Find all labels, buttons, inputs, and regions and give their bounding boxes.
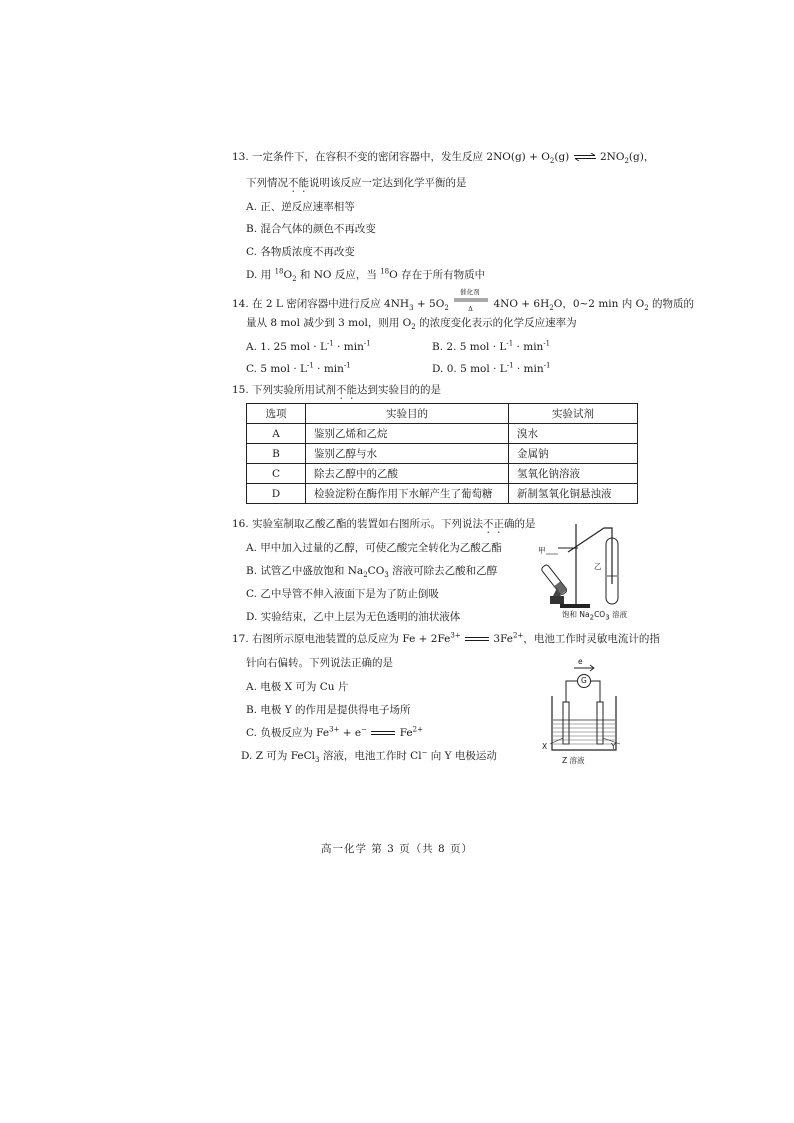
q17-d-sub: 3 [315,756,320,765]
q14-stem-b-sub: 2 [411,323,416,332]
q13-stem-b1: 下列情况 [246,177,288,189]
q14-products: 4NO + 6H [490,298,550,310]
q16-b-tail: 溶液可除去乙酸和乙醇 [388,565,498,577]
q17-c-sup2: 2+ [412,725,423,734]
q17-cell-figure [540,658,630,758]
q14-condition-arrow [454,288,488,313]
q14-stem-a: 14. 在 2 L 密闭容器中进行反应 4NH [232,298,410,310]
q14-b-min: · min [513,341,544,353]
q15-stem-emphasis: 不能 [336,384,358,396]
q16-caption-sub2: 3 [605,613,610,622]
q14-c-exp1: -1 [306,361,314,370]
q16-apparatus-figure [540,518,632,614]
table-row [247,424,638,444]
q16-caption-sub1: 2 [589,613,595,622]
q13-eq-left: 2NO(g) + O [486,151,550,163]
q13-stem-b2: 说明该反应一定达到化学平衡的是 [309,177,467,189]
q16-caption-tail: 溶液 [609,610,628,619]
equilibrium-arrow-icon [573,153,597,161]
q13-option-b: B. 混合气体的颜色不再改变 [246,223,376,235]
q17-c-sup-e: − [361,725,367,734]
q13-eq-right-sub: 2 [624,157,629,166]
table-cell: 鉴别乙烯和乙烷 [306,424,509,444]
q17-sup3: 3+ [450,631,461,640]
q14-heat-label: Δ [468,305,473,313]
q13-d-pre: D. 用 [246,269,275,281]
q17-c-mid: + e [339,727,362,739]
q14-tail-sub: 2 [644,304,649,313]
q13-d-sub: 2 [292,275,297,284]
q17-stem-line2: 针向右偏转。下列说法正确的是 [246,657,393,669]
table-row [247,444,638,464]
q16-figure-label-yi: 乙 [594,562,602,571]
q14-plus: + 5O [413,298,445,310]
q13-stem-line1 [232,150,654,164]
q17-figure-label-g: G [581,676,587,685]
q13-eq-left-tail: (g) [554,151,570,163]
table-header-cell: 实验目的 [306,404,509,424]
table-cell: 检验淀粉在酶作用下水解产生了葡萄糖 [306,484,509,504]
q13-d-sup: 18 [274,267,284,276]
q16-b-sub1: 2 [363,571,368,580]
q17-d-sup: − [421,748,428,757]
q14-option-a [246,340,371,354]
q15-stem2: 达到实验目的的是 [357,384,442,396]
table-header-cell: 实验试剂 [509,404,638,424]
q17-figure-label-y: Y [611,742,616,751]
q16-stem2: 确的是 [504,518,536,530]
q14-c-val: C. 5 mol · L [246,363,307,375]
q13-option-d [246,268,485,282]
q14-d-exp2: -1 [543,361,551,370]
q16-caption-pre: 饱和 Na [562,610,590,619]
q14-option-c [246,362,351,376]
q14-c-exp2: -1 [343,361,351,370]
q13-stem-text: 13. 一定条件下，在容积不变的密闭容器中，发生反应 [232,151,484,163]
table-row [247,484,638,504]
table-cell: A [247,424,306,444]
q14-sub3: 3 [409,304,414,313]
q16-figure-caption [562,609,627,620]
page-footer: 高一化学 第 3 页（共 8 页） [320,843,474,855]
q17-stem-a2: 3Fe [493,633,514,645]
q13-eq-right: 2NO [599,151,625,163]
q14-c-min: · min [313,363,344,375]
q13-stem-line2 [246,176,467,195]
q17-option-c [246,726,423,740]
q13-d-mid2: 和 NO 反应，当 [296,269,381,281]
q16-option-d: D. 实验结束，乙中上层为无色透明的油状液体 [246,611,461,623]
q16-option-a: A. 甲中加入过量的乙醇，可使乙酸完全转化为乙酸乙酯 [246,542,502,554]
q14-stem-line2 [246,316,577,330]
q15-table [246,403,638,504]
q17-stem-a3: ，电池工作时灵敏电流计的指 [523,633,660,645]
q17-d-mid: 溶液，电池工作时 Cl [319,750,422,762]
q17-stem-line1 [232,632,660,646]
q14-d-min: · min [513,363,544,375]
q14-d-exp1: -1 [506,361,514,370]
q13-eq-right-tail: (g)， [628,151,655,163]
q17-option-b: B. 电极 Y 的作用是提供得电子场所 [246,704,411,716]
reaction-equals-icon [464,636,490,642]
q13-d-sup2: 18 [380,267,390,276]
q16-option-b [246,564,497,578]
q13-option-a: A. 正、逆反应速率相等 [246,201,355,213]
q16-caption-mid: CO [594,610,606,619]
q17-option-d [241,749,497,763]
q14-stem-a-end: 的物质的 [648,298,694,310]
q14-b-exp2: -1 [543,339,551,348]
q16-stem-emphasis: 不正 [483,518,505,530]
table-cell: 除去乙醇中的乙酸 [306,464,509,484]
q14-b-exp1: -1 [506,339,514,348]
table-header-cell: 选项 [247,404,306,424]
q16-option-c: C. 乙中导管不伸入液面下是为了防止倒吸 [246,588,439,600]
q16-b-pre: B. 试管乙中盛放饱和 Na [246,565,364,577]
q14-d-val: D. 0. 5 mol · L [432,363,507,375]
q14-stem-line1 [232,288,694,313]
q14-sub2: 2 [444,304,449,313]
q17-figure-label-x: X [542,742,548,751]
table-row [247,464,638,484]
q15-stem1: 15. 下列实验所用试剂 [232,384,337,396]
q14-a-val: A. 1. 25 mol · L [246,341,327,353]
table-cell: 溴水 [509,424,638,444]
table-cell: 新制氢氧化铜悬浊液 [509,484,638,504]
q14-option-b [432,340,550,354]
q16-figure-label-jia: 甲 [538,546,546,555]
table-cell: B [247,444,306,464]
q17-c-fe2: Fe [399,727,413,739]
q13-stem-emphasis: 不能 [288,177,309,189]
reaction-equals-icon [370,730,396,736]
q16-stem [232,517,536,536]
q13-eq-left-sub: 2 [549,157,555,166]
q17-stem-a1: 17. 右图所示原电池装置的总反应为 Fe + 2Fe [232,633,451,645]
table-cell: 鉴别乙醇与水 [306,444,509,464]
q17-figure-label-e: e [578,657,583,666]
table-header-row [247,404,638,424]
q13-d-tail: O 存在于所有物质中 [389,269,486,281]
q16-b-sub2: 3 [384,571,389,580]
q17-figure-label-z: Z 溶液 [562,756,585,765]
table-cell: D [247,484,306,504]
q14-a-exp1: -1 [326,339,334,348]
table-cell: 金属钠 [509,444,638,464]
q13-d-mid1: O [283,269,293,281]
table-cell: C [247,464,306,484]
q14-b-val: B. 2. 5 mol · L [432,341,507,353]
q17-d-tail: 向 Y 电极运动 [427,750,497,762]
q15-stem [232,383,441,402]
q17-sup2: 2+ [513,631,524,640]
q14-stem-a-tail: O，0~2 min 内 O [553,298,645,310]
q17-c-sup1: 3+ [329,725,340,734]
q17-option-a: A. 电极 X 可为 Cu 片 [246,681,349,693]
q16-b-mid: CO [367,565,385,577]
q14-prod-sub: 2 [549,304,554,313]
q14-stem-b: 量从 8 mol 减少到 3 mol，则用 O [246,317,412,329]
q14-a-min: · min [333,341,364,353]
q14-catalyst-label: 催化剂 [460,288,480,296]
q13-option-c: C. 各物质浓度不再改变 [246,246,355,258]
table-cell: 氢氧化钠溶液 [509,464,638,484]
q14-stem-b-end: 的浓度变化表示的化学反应速率为 [415,317,577,329]
q17-c-pre: C. 负极反应为 Fe [246,727,330,739]
q14-option-d [432,362,550,376]
q14-a-exp2: -1 [363,339,371,348]
q16-stem1: 16. 实验室制取乙酸乙酯的装置如右图所示。下列说法 [232,518,484,530]
q17-d-pre: D. Z 可为 FeCl [241,750,316,762]
